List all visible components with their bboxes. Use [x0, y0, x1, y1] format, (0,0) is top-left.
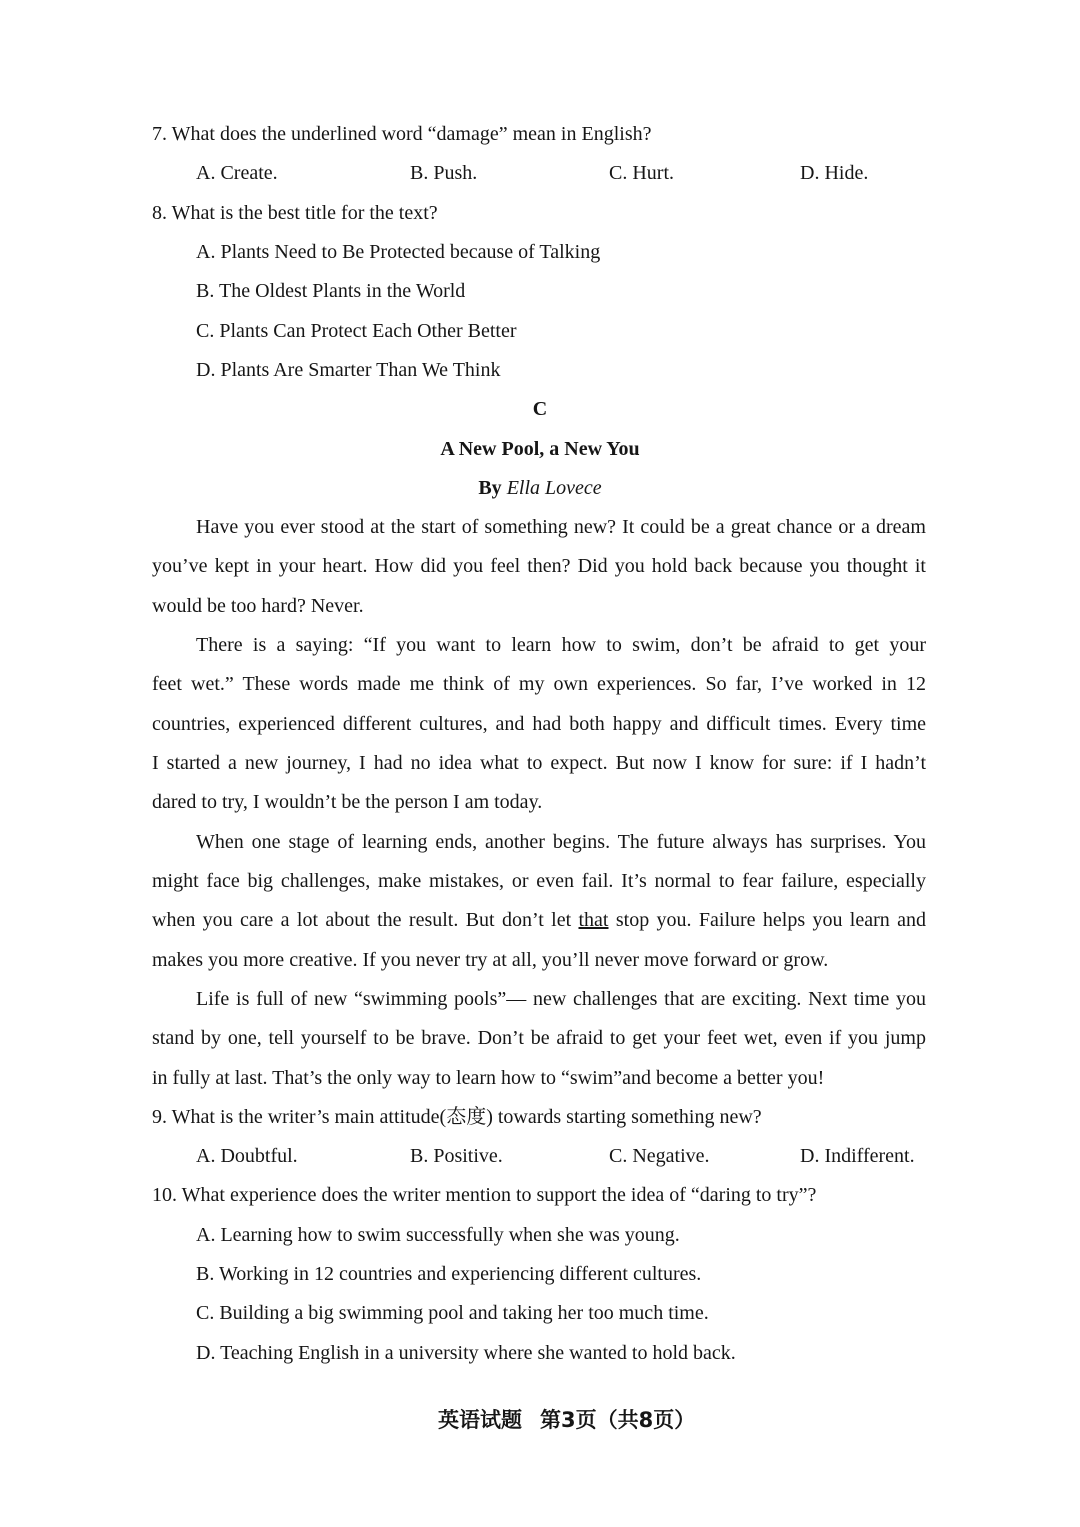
passage-line: makes you more creative. If you never try at all, you’ll never move forward or grow. — [152, 948, 829, 971]
question-7-stem: 7. What does the underlined word “damage” mean in English? — [152, 123, 652, 145]
passage-line: might face big challenges, make mistakes, or even fail. It’s normal to fear failure, especially — [152, 869, 926, 892]
passage-line: stand by one, tell yourself to be brave. Don’t be afraid to get your feet wet, even if you jump — [152, 1027, 926, 1050]
byline-prefix: By — [478, 476, 502, 499]
passage-line: in fully at last. That’s the only way to learn how to “swim”and become a better you! — [152, 1066, 825, 1089]
passage-line: There is a saying: “If you want to learn how to swim, don’t be afraid to get your — [196, 634, 926, 657]
question-7-option-c: C. Hurt. — [609, 162, 674, 185]
passage-line — [0, 901, 926, 940]
passage-line: When one stage of learning ends, another begins. The future always has surprises. You — [196, 830, 926, 853]
passage-line: Life is full of new “swimming pools”— new challenges that are exciting. Next time you — [196, 987, 926, 1010]
question-8-option-b: B. The Oldest Plants in the World — [196, 280, 466, 303]
question-7-options — [0, 154, 1080, 193]
passage-line: countries, experienced different cultures, and had both happy and difficult times. Every time — [152, 712, 926, 735]
passage-line: feet wet.” These words made me think of my own experiences. So far, I’ve worked in 12 — [152, 673, 926, 696]
question-10-option-b: B. Working in 12 countries and experiencing different cultures. — [196, 1263, 702, 1286]
question-9-options — [0, 1137, 1080, 1176]
question-9-option-c: C. Negative. — [609, 1145, 710, 1168]
question-10-option-d: D. Teaching English in a university where she wanted to hold back. — [196, 1341, 736, 1364]
question-10-stem: 10. What experience does the writer mention to support the idea of “daring to try”? — [152, 1184, 817, 1207]
page-footer — [438, 1405, 695, 1435]
exam-page — [0, 115, 1080, 1373]
passage-line: Have you ever stood at the start of something new? It could be a great chance or a dream — [196, 516, 926, 539]
section-letter: C — [532, 398, 548, 421]
question-8-option-a: A. Plants Need to Be Protected because of Talking — [196, 240, 601, 263]
question-7-option-b: B. Push. — [410, 162, 478, 185]
question-10-option-a: A. Learning how to swim successfully when she was young. — [196, 1223, 680, 1246]
question-8-stem: 8. What is the best title for the text? — [152, 201, 438, 224]
footer-subject: 英语试题 — [438, 1408, 522, 1432]
passage-paragraph-1 — [0, 508, 1080, 626]
passage-line: you’ve kept in your heart. How did you feel then? Did you hold back because you thought it — [152, 555, 926, 578]
passage-line: I started a new journey, I had no idea what to expect. But now I know for sure: if I hadn’t — [152, 752, 926, 774]
question-9-option-a: A. Doubtful. — [196, 1145, 298, 1168]
line-text-after: stop you. Failure helps you learn and — [615, 909, 926, 932]
question-9-option-b: B. Positive. — [410, 1145, 503, 1168]
question-9-stem: 9. What is the writer’s main attitude(态度) towards starting something new? — [152, 1105, 762, 1128]
passage-paragraph-3 — [0, 823, 1080, 980]
passage-title: A New Pool, a New You — [440, 437, 640, 460]
underlined-word: that — [578, 909, 609, 932]
question-7-option-d: D. Hide. — [800, 162, 869, 185]
footer-page-number: 第3页（共8页） — [540, 1408, 696, 1432]
passage-byline — [0, 469, 1080, 508]
passage-line: would be too hard? Never. — [152, 594, 364, 617]
passage-line: dared to try, I wouldn’t be the person I am today. — [152, 791, 543, 814]
question-10-option-c: C. Building a big swimming pool and taking her too much time. — [196, 1302, 709, 1325]
line-text-before: when you care a lot about the result. But don’t let — [152, 909, 572, 932]
author-name: Ella Lovece — [506, 476, 602, 499]
question-9-option-d: D. Indifferent. — [800, 1145, 915, 1168]
passage-paragraph-4 — [0, 980, 1080, 1098]
question-8-option-c: C. Plants Can Protect Each Other Better — [196, 319, 517, 342]
question-8-option-d: D. Plants Are Smarter Than We Think — [196, 358, 501, 381]
question-7-option-a: A. Create. — [196, 162, 278, 185]
passage-paragraph-2 — [0, 626, 1080, 823]
